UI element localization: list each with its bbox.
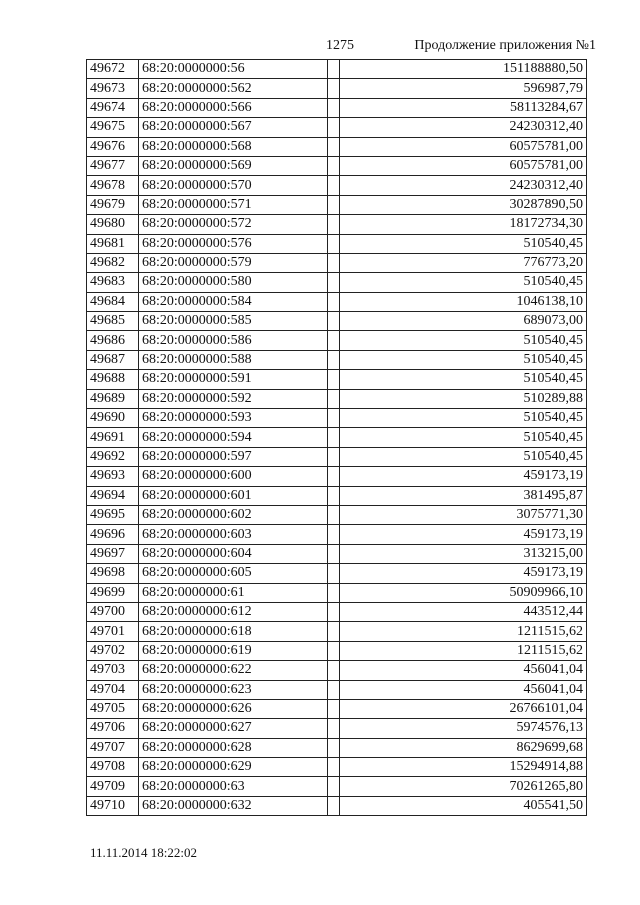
cadastral-number: 68:20:0000000:562 bbox=[139, 79, 328, 98]
empty-cell bbox=[328, 486, 340, 505]
cadastral-number: 68:20:0000000:605 bbox=[139, 564, 328, 583]
cadastral-number: 68:20:0000000:61 bbox=[139, 583, 328, 602]
table-row bbox=[87, 118, 587, 137]
cadastral-number: 68:20:0000000:601 bbox=[139, 486, 328, 505]
cadastral-number: 68:20:0000000:618 bbox=[139, 622, 328, 641]
table-row bbox=[87, 428, 587, 447]
table-row bbox=[87, 719, 587, 738]
cadastral-number: 68:20:0000000:580 bbox=[139, 273, 328, 292]
empty-cell bbox=[328, 505, 340, 524]
empty-cell bbox=[328, 273, 340, 292]
cadastral-value: 510540,45 bbox=[340, 447, 587, 466]
cadastral-value: 510289,88 bbox=[340, 389, 587, 408]
cadastral-value: 456041,04 bbox=[340, 680, 587, 699]
empty-cell bbox=[328, 602, 340, 621]
table-row bbox=[87, 738, 587, 757]
cadastral-number: 68:20:0000000:629 bbox=[139, 758, 328, 777]
cadastral-number: 68:20:0000000:632 bbox=[139, 796, 328, 815]
cadastral-value: 30287890,50 bbox=[340, 195, 587, 214]
empty-cell bbox=[328, 525, 340, 544]
cadastral-value: 70261265,80 bbox=[340, 777, 587, 796]
row-number: 49694 bbox=[87, 486, 139, 505]
cadastral-number: 68:20:0000000:594 bbox=[139, 428, 328, 447]
row-number: 49680 bbox=[87, 215, 139, 234]
empty-cell bbox=[328, 661, 340, 680]
table-row bbox=[87, 486, 587, 505]
cadastral-number: 68:20:0000000:597 bbox=[139, 447, 328, 466]
row-number: 49679 bbox=[87, 195, 139, 214]
empty-cell bbox=[328, 176, 340, 195]
cadastral-value: 459173,19 bbox=[340, 564, 587, 583]
empty-cell bbox=[328, 758, 340, 777]
cadastral-value: 456041,04 bbox=[340, 661, 587, 680]
table-row bbox=[87, 137, 587, 156]
row-number: 49692 bbox=[87, 447, 139, 466]
table-row bbox=[87, 312, 587, 331]
empty-cell bbox=[328, 447, 340, 466]
cadastral-number: 68:20:0000000:622 bbox=[139, 661, 328, 680]
row-number: 49693 bbox=[87, 467, 139, 486]
cadastral-value: 1211515,62 bbox=[340, 622, 587, 641]
cadastral-number: 68:20:0000000:569 bbox=[139, 156, 328, 175]
cadastral-number: 68:20:0000000:585 bbox=[139, 312, 328, 331]
row-number: 49701 bbox=[87, 622, 139, 641]
table-row bbox=[87, 215, 587, 234]
table-row bbox=[87, 98, 587, 117]
empty-cell bbox=[328, 195, 340, 214]
row-number: 49672 bbox=[87, 60, 139, 79]
cadastral-value: 510540,45 bbox=[340, 234, 587, 253]
row-number: 49705 bbox=[87, 699, 139, 718]
row-number: 49691 bbox=[87, 428, 139, 447]
cadastral-value: 510540,45 bbox=[340, 350, 587, 369]
table-row bbox=[87, 544, 587, 563]
table-row bbox=[87, 156, 587, 175]
table-row bbox=[87, 409, 587, 428]
row-number: 49704 bbox=[87, 680, 139, 699]
cadastral-value: 15294914,88 bbox=[340, 758, 587, 777]
table-row bbox=[87, 758, 587, 777]
cadastral-value: 510540,45 bbox=[340, 428, 587, 447]
empty-cell bbox=[328, 118, 340, 137]
cadastral-value: 3075771,30 bbox=[340, 505, 587, 524]
empty-cell bbox=[328, 583, 340, 602]
cadastral-value: 18172734,30 bbox=[340, 215, 587, 234]
page-caption: Продолжение приложения №1 bbox=[414, 38, 596, 53]
cadastral-value: 26766101,04 bbox=[340, 699, 587, 718]
empty-cell bbox=[328, 796, 340, 815]
cadastral-number: 68:20:0000000:579 bbox=[139, 253, 328, 272]
row-number: 49683 bbox=[87, 273, 139, 292]
empty-cell bbox=[328, 544, 340, 563]
cadastral-value: 60575781,00 bbox=[340, 137, 587, 156]
empty-cell bbox=[328, 137, 340, 156]
table-row bbox=[87, 79, 587, 98]
table-row bbox=[87, 777, 587, 796]
cadastral-value: 5974576,13 bbox=[340, 719, 587, 738]
empty-cell bbox=[328, 641, 340, 660]
row-number: 49677 bbox=[87, 156, 139, 175]
cadastral-number: 68:20:0000000:567 bbox=[139, 118, 328, 137]
empty-cell bbox=[328, 331, 340, 350]
cadastral-number: 68:20:0000000:623 bbox=[139, 680, 328, 699]
table-row bbox=[87, 505, 587, 524]
cadastral-number: 68:20:0000000:570 bbox=[139, 176, 328, 195]
cadastral-number: 68:20:0000000:63 bbox=[139, 777, 328, 796]
empty-cell bbox=[328, 350, 340, 369]
table-row bbox=[87, 292, 587, 311]
empty-cell bbox=[328, 292, 340, 311]
cadastral-value: 510540,45 bbox=[340, 331, 587, 350]
empty-cell bbox=[328, 312, 340, 331]
cadastral-value: 510540,45 bbox=[340, 273, 587, 292]
empty-cell bbox=[328, 777, 340, 796]
empty-cell bbox=[328, 370, 340, 389]
row-number: 49687 bbox=[87, 350, 139, 369]
cadastral-number: 68:20:0000000:591 bbox=[139, 370, 328, 389]
table-row bbox=[87, 525, 587, 544]
cadastral-value: 596987,79 bbox=[340, 79, 587, 98]
empty-cell bbox=[328, 564, 340, 583]
table-row bbox=[87, 680, 587, 699]
row-number: 49698 bbox=[87, 564, 139, 583]
row-number: 49673 bbox=[87, 79, 139, 98]
table-row bbox=[87, 661, 587, 680]
row-number: 49678 bbox=[87, 176, 139, 195]
cadastral-number: 68:20:0000000:586 bbox=[139, 331, 328, 350]
cadastral-value: 510540,45 bbox=[340, 370, 587, 389]
cadastral-value: 1211515,62 bbox=[340, 641, 587, 660]
row-number: 49707 bbox=[87, 738, 139, 757]
empty-cell bbox=[328, 738, 340, 757]
cadastral-number: 68:20:0000000:576 bbox=[139, 234, 328, 253]
empty-cell bbox=[328, 622, 340, 641]
table-row bbox=[87, 234, 587, 253]
cadastral-value: 510540,45 bbox=[340, 409, 587, 428]
page-number: 1275 bbox=[326, 38, 354, 53]
empty-cell bbox=[328, 389, 340, 408]
row-number: 49702 bbox=[87, 641, 139, 660]
cadastral-value: 459173,19 bbox=[340, 525, 587, 544]
cadastral-number: 68:20:0000000:603 bbox=[139, 525, 328, 544]
table-row bbox=[87, 467, 587, 486]
cadastral-value: 776773,20 bbox=[340, 253, 587, 272]
cadastral-value-table bbox=[86, 59, 587, 816]
cadastral-number: 68:20:0000000:584 bbox=[139, 292, 328, 311]
row-number: 49709 bbox=[87, 777, 139, 796]
cadastral-value: 689073,00 bbox=[340, 312, 587, 331]
cadastral-value: 1046138,10 bbox=[340, 292, 587, 311]
cadastral-value: 405541,50 bbox=[340, 796, 587, 815]
row-number: 49681 bbox=[87, 234, 139, 253]
cadastral-value: 58113284,67 bbox=[340, 98, 587, 117]
row-number: 49696 bbox=[87, 525, 139, 544]
empty-cell bbox=[328, 467, 340, 486]
table-row bbox=[87, 389, 587, 408]
row-number: 49686 bbox=[87, 331, 139, 350]
table-row bbox=[87, 176, 587, 195]
cadastral-number: 68:20:0000000:593 bbox=[139, 409, 328, 428]
empty-cell bbox=[328, 719, 340, 738]
row-number: 49674 bbox=[87, 98, 139, 117]
row-number: 49706 bbox=[87, 719, 139, 738]
cadastral-number: 68:20:0000000:627 bbox=[139, 719, 328, 738]
table-row bbox=[87, 370, 587, 389]
row-number: 49688 bbox=[87, 370, 139, 389]
cadastral-number: 68:20:0000000:566 bbox=[139, 98, 328, 117]
cadastral-value: 50909966,10 bbox=[340, 583, 587, 602]
table-row bbox=[87, 273, 587, 292]
cadastral-number: 68:20:0000000:604 bbox=[139, 544, 328, 563]
empty-cell bbox=[328, 409, 340, 428]
table-row bbox=[87, 796, 587, 815]
cadastral-number: 68:20:0000000:572 bbox=[139, 215, 328, 234]
row-number: 49703 bbox=[87, 661, 139, 680]
cadastral-value: 151188880,50 bbox=[340, 60, 587, 79]
empty-cell bbox=[328, 699, 340, 718]
table-row bbox=[87, 564, 587, 583]
row-number: 49695 bbox=[87, 505, 139, 524]
row-number: 49682 bbox=[87, 253, 139, 272]
cadastral-value: 60575781,00 bbox=[340, 156, 587, 175]
row-number: 49708 bbox=[87, 758, 139, 777]
row-number: 49690 bbox=[87, 409, 139, 428]
table-row bbox=[87, 622, 587, 641]
table-row bbox=[87, 350, 587, 369]
empty-cell bbox=[328, 234, 340, 253]
table-row bbox=[87, 602, 587, 621]
table-row bbox=[87, 699, 587, 718]
empty-cell bbox=[328, 253, 340, 272]
cadastral-number: 68:20:0000000:571 bbox=[139, 195, 328, 214]
row-number: 49710 bbox=[87, 796, 139, 815]
cadastral-number: 68:20:0000000:626 bbox=[139, 699, 328, 718]
empty-cell bbox=[328, 156, 340, 175]
table-row bbox=[87, 447, 587, 466]
cadastral-number: 68:20:0000000:602 bbox=[139, 505, 328, 524]
cadastral-value: 443512,44 bbox=[340, 602, 587, 621]
empty-cell bbox=[328, 215, 340, 234]
table-row bbox=[87, 641, 587, 660]
cadastral-value: 24230312,40 bbox=[340, 176, 587, 195]
cadastral-number: 68:20:0000000:592 bbox=[139, 389, 328, 408]
row-number: 49689 bbox=[87, 389, 139, 408]
cadastral-number: 68:20:0000000:568 bbox=[139, 137, 328, 156]
table-row bbox=[87, 195, 587, 214]
table-body bbox=[87, 60, 587, 816]
row-number: 49700 bbox=[87, 602, 139, 621]
cadastral-value: 313215,00 bbox=[340, 544, 587, 563]
cadastral-number: 68:20:0000000:612 bbox=[139, 602, 328, 621]
print-timestamp: 11.11.2014 18:22:02 bbox=[90, 845, 198, 860]
cadastral-number: 68:20:0000000:600 bbox=[139, 467, 328, 486]
empty-cell bbox=[328, 680, 340, 699]
table-row bbox=[87, 331, 587, 350]
empty-cell bbox=[328, 428, 340, 447]
row-number: 49684 bbox=[87, 292, 139, 311]
cadastral-value: 24230312,40 bbox=[340, 118, 587, 137]
empty-cell bbox=[328, 79, 340, 98]
table-row bbox=[87, 583, 587, 602]
row-number: 49676 bbox=[87, 137, 139, 156]
row-number: 49685 bbox=[87, 312, 139, 331]
cadastral-value: 8629699,68 bbox=[340, 738, 587, 757]
cadastral-value: 381495,87 bbox=[340, 486, 587, 505]
row-number: 49699 bbox=[87, 583, 139, 602]
cadastral-value: 459173,19 bbox=[340, 467, 587, 486]
cadastral-number: 68:20:0000000:619 bbox=[139, 641, 328, 660]
empty-cell bbox=[328, 60, 340, 79]
cadastral-number: 68:20:0000000:56 bbox=[139, 60, 328, 79]
cadastral-number: 68:20:0000000:628 bbox=[139, 738, 328, 757]
row-number: 49675 bbox=[87, 118, 139, 137]
table-row bbox=[87, 60, 587, 79]
empty-cell bbox=[328, 98, 340, 117]
row-number: 49697 bbox=[87, 544, 139, 563]
table-row bbox=[87, 253, 587, 272]
cadastral-number: 68:20:0000000:588 bbox=[139, 350, 328, 369]
